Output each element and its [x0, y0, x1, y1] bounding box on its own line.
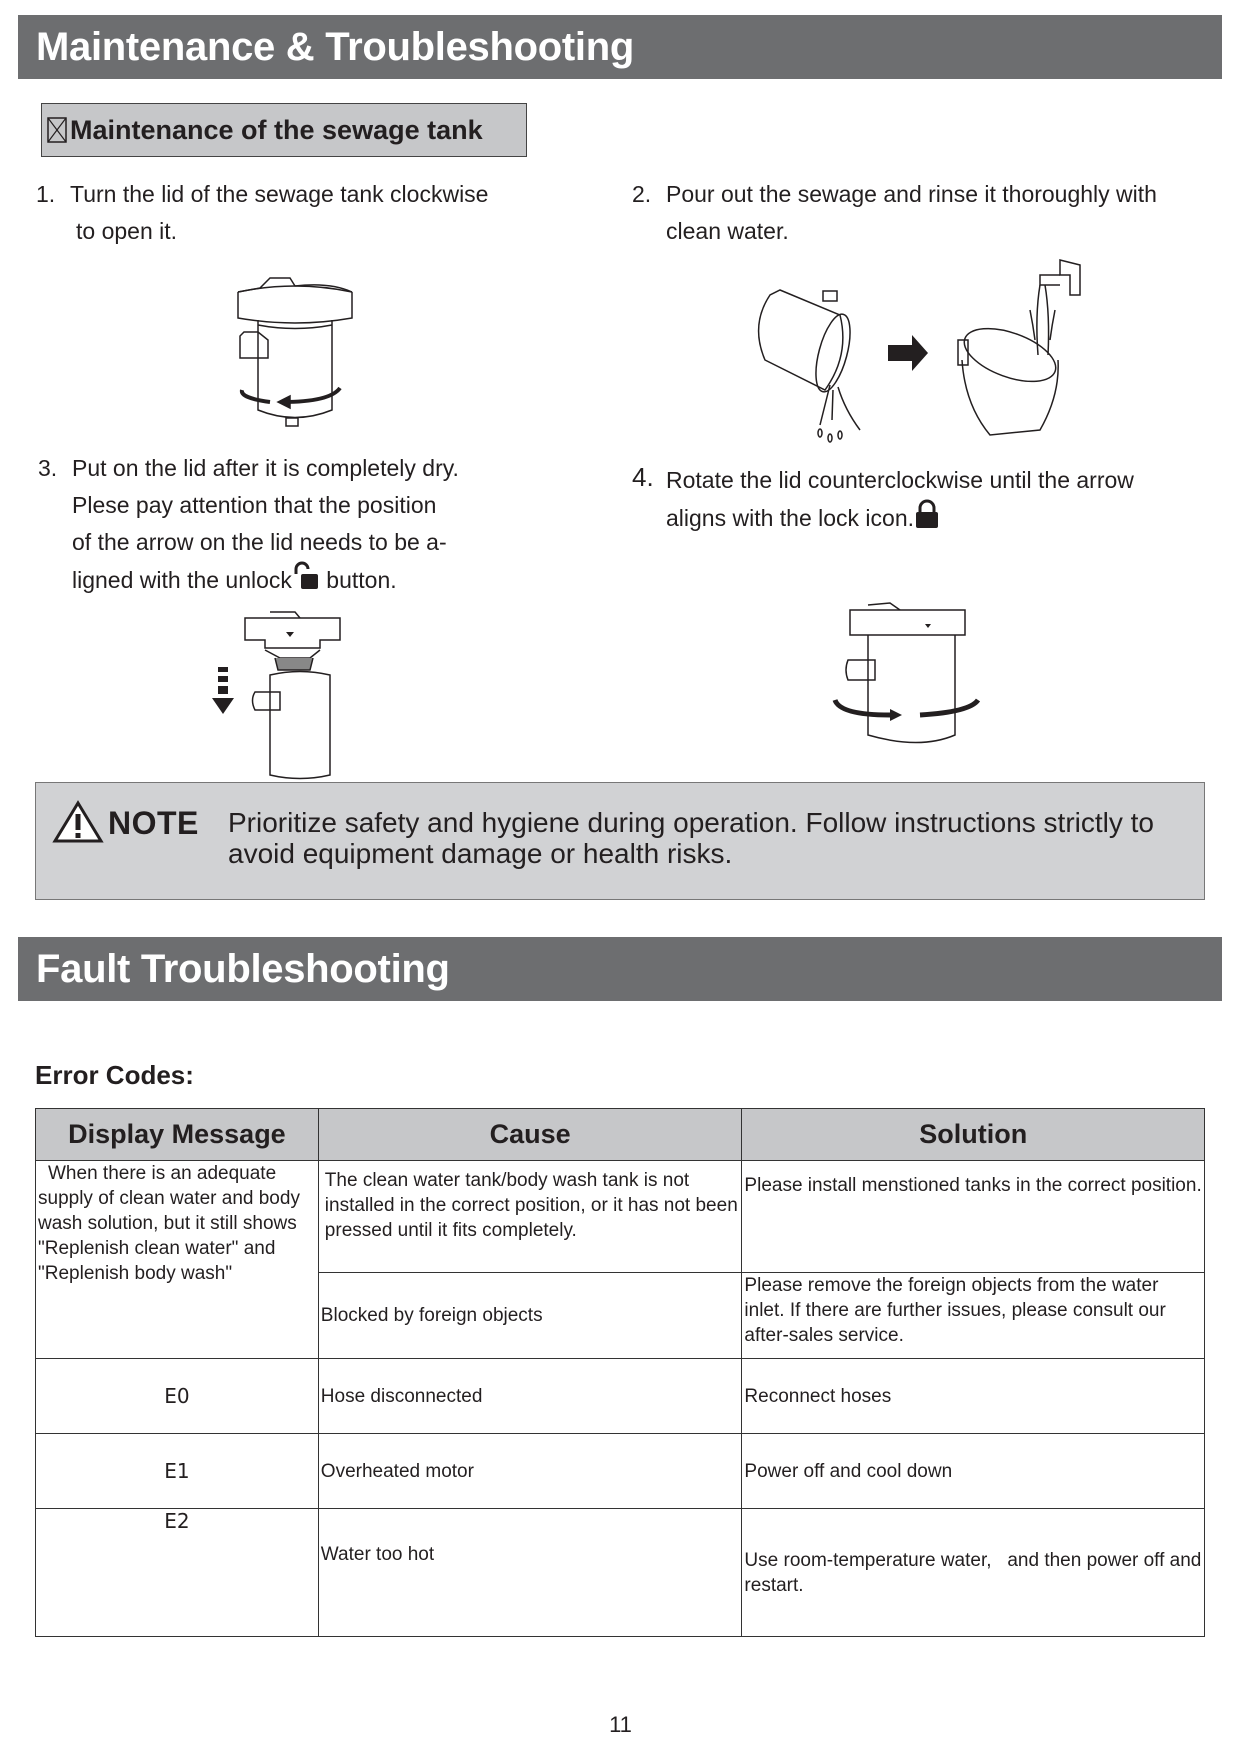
cause-cell: The clean water tank/body wash tank is not installed in the correct position, or it has not been pressed until it fits completely. — [318, 1161, 742, 1273]
lock-icon — [914, 499, 940, 529]
step-number: 4. — [632, 462, 654, 492]
step-text-fragment: ligned with the unlock — [72, 567, 292, 593]
column-header-cause: Cause — [318, 1109, 742, 1161]
right-arrow-icon — [888, 335, 928, 371]
section-title-fault: Fault Troubleshooting — [18, 937, 1222, 1001]
section-title-maintenance: Maintenance & Troubleshooting — [18, 15, 1222, 79]
error-codes-heading: Error Codes: — [35, 1060, 194, 1090]
tank-rotate-counterclockwise-illustration — [830, 600, 990, 750]
step-number: 1. — [36, 181, 56, 207]
note-text: Prioritize safety and hygiene during operation. Follow instructions strictly to avoid equipment damage or health risks. — [228, 807, 1154, 869]
step-text-line: clean water. — [666, 218, 789, 244]
step-text-line: Rotate the lid counterclockwise until the arrow — [666, 467, 1134, 493]
subheading-text: Maintenance of the sewage tank — [70, 114, 483, 145]
column-header-display-message: Display Message — [36, 1109, 319, 1161]
subheading-sewage-tank — [41, 103, 527, 157]
error-code-cell: E2 — [36, 1509, 319, 1637]
step-text-fragment: aligns with the lock icon. — [666, 505, 915, 531]
solution-cell: Power off and cool down — [742, 1434, 1205, 1509]
cause-cell: Hose disconnected — [318, 1359, 742, 1434]
error-code-cell: E0 — [36, 1359, 319, 1434]
table-header-row — [36, 1109, 1205, 1161]
step-number: 3. — [38, 455, 58, 481]
step-2 — [632, 176, 1212, 250]
solution-cell: Reconnect hoses — [742, 1359, 1205, 1434]
error-code-cell: E1 — [36, 1434, 319, 1509]
tank-rotate-clockwise-illustration — [230, 270, 380, 430]
step-text-line: to open it. — [76, 218, 178, 244]
step-text-line — [632, 499, 1212, 537]
step-text-fragment: button. — [319, 567, 397, 593]
step-number: 2. — [632, 181, 652, 207]
step-3 — [38, 450, 558, 599]
step-text-line: Plese pay attention that the position — [72, 492, 437, 518]
step-text-line: of the arrow on the lid needs to be a- — [72, 529, 447, 555]
warning-icon — [52, 800, 104, 844]
solution-cell: Please install menstioned tanks in the correct position. — [742, 1161, 1205, 1273]
unlock-icon — [292, 561, 320, 591]
tilted-tank-pouring — [759, 290, 860, 442]
cause-cell: Blocked by foreign objects — [318, 1273, 742, 1359]
display-message-cell — [36, 1161, 319, 1359]
table-row — [36, 1161, 1205, 1273]
solution-cell: Please remove the foreign objects from the water inlet. If there are further issues, please consult our after-sales service. — [742, 1273, 1205, 1359]
upright-tank-rinsing — [957, 260, 1080, 435]
lid-placement-illustration — [200, 610, 370, 780]
step-1 — [36, 176, 556, 250]
table-row — [36, 1509, 1205, 1637]
solution-cell: Use room-temperature water, and then power off and restart. — [742, 1509, 1205, 1637]
note-label: NOTE — [108, 805, 199, 841]
step-4 — [632, 462, 1212, 537]
cause-cell: Water too hot — [318, 1509, 742, 1637]
step-text-line: Turn the lid of the sewage tank clockwise — [70, 181, 489, 207]
page-number: 11 — [609, 1712, 632, 1737]
tank-pour-and-rinse-illustration — [740, 255, 1100, 445]
table-row — [36, 1434, 1205, 1509]
step-text-line — [38, 561, 558, 599]
column-header-solution: Solution — [742, 1109, 1205, 1161]
error-codes-table — [35, 1108, 1205, 1637]
checkbox-x-icon — [46, 115, 68, 145]
step-text-line: Put on the lid after it is completely dry. — [72, 455, 459, 481]
step-text-line: Pour out the sewage and rinse it thoroughly with — [666, 181, 1157, 207]
cell-text: When there is an adequate supply of clean water and body wash solution, but it still shows "Replenish clean water" and "Replenish body wash" — [38, 1163, 300, 1284]
cause-cell: Overheated motor — [318, 1434, 742, 1509]
table-row — [36, 1359, 1205, 1434]
note-box — [35, 782, 1205, 900]
